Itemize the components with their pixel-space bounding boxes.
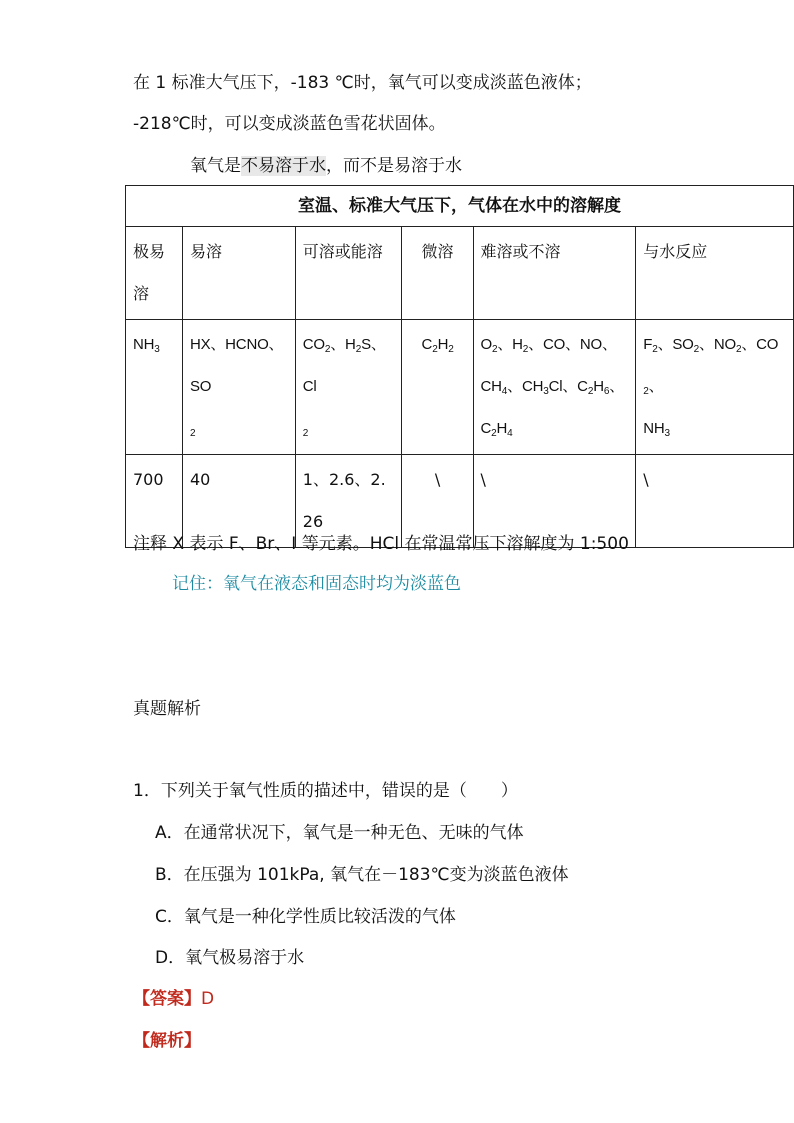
intro-line-2: -218℃时，可以变成淡蓝色雪花状固体。	[133, 114, 446, 134]
answer-line	[133, 988, 214, 1010]
header-very-soluble: 极易溶	[126, 227, 183, 320]
table-note: 注释 X 表示 F、Br、I 等元素。HCl 在常温常压下溶解度为 1:500	[133, 534, 629, 554]
header-reacts: 与水反应	[636, 227, 794, 320]
table-row-gases	[126, 320, 794, 455]
option-b: B．在压强为 101kPa, 氧气在－183℃变为淡蓝色液体	[155, 865, 569, 885]
cell-moderately-soluble: $CO_2$、$H_2S$、Cl $_2$	[295, 320, 401, 455]
value-reacts: \	[636, 455, 794, 548]
section-title: 真题解析	[133, 699, 201, 719]
header-insoluble: 难溶或不溶	[473, 227, 636, 320]
solubility-table	[125, 185, 794, 548]
intro-line-1: 在 1 标准大气压下，-183 ℃时，氧气可以变成淡蓝色液体；	[133, 73, 592, 93]
answer-label: 【答案】	[133, 989, 201, 1009]
cell-slightly-soluble: $C_2H_2$	[401, 320, 473, 455]
solubility-statement	[190, 155, 462, 177]
cell-very-soluble: $NH_3$	[126, 320, 183, 455]
solubility-post: ，而不是易溶于水	[326, 156, 462, 176]
cell-reacts: $F_2$、$SO_2$、$NO_2$、$CO_2$、 $NH_3$	[636, 320, 794, 455]
header-soluble: 易溶	[182, 227, 295, 320]
analysis-label: 【解析】	[133, 1031, 201, 1051]
cell-soluble: HX、HCNO、SO $_2$	[182, 320, 295, 455]
value-slightly-soluble: \	[401, 455, 473, 548]
value-soluble: 40	[182, 455, 295, 548]
header-moderately-soluble: 可溶或能溶	[295, 227, 401, 320]
value-very-soluble: 700	[126, 455, 183, 548]
value-moderately-soluble: 1、2.6、2.26	[295, 455, 401, 548]
option-d: D．氧气极易溶于水	[155, 948, 305, 968]
remember-note: 记住：氧气在液态和固态时均为淡蓝色	[172, 574, 461, 594]
question-stem: 1．下列关于氧气性质的描述中，错误的是（ ）	[133, 781, 518, 801]
solubility-pre: 氧气是	[190, 156, 241, 176]
cell-insoluble: $O_2$、$H_2$、CO、NO、 $CH_4$、$CH_3Cl$、$C_2H_6$、 $C_2H_4$	[473, 320, 636, 455]
header-slightly-soluble: 微溶	[401, 227, 473, 320]
solubility-highlight: 不易溶于水	[241, 156, 326, 176]
table-header-row	[126, 227, 794, 320]
option-a: A．在通常状况下，氧气是一种无色、无味的气体	[155, 823, 524, 843]
table-title: 室温、标准大气压下，气体在水中的溶解度	[126, 186, 794, 227]
answer-value: D	[201, 989, 215, 1009]
value-insoluble: \	[473, 455, 636, 548]
option-c: C．氧气是一种化学性质比较活泼的气体	[155, 907, 456, 927]
